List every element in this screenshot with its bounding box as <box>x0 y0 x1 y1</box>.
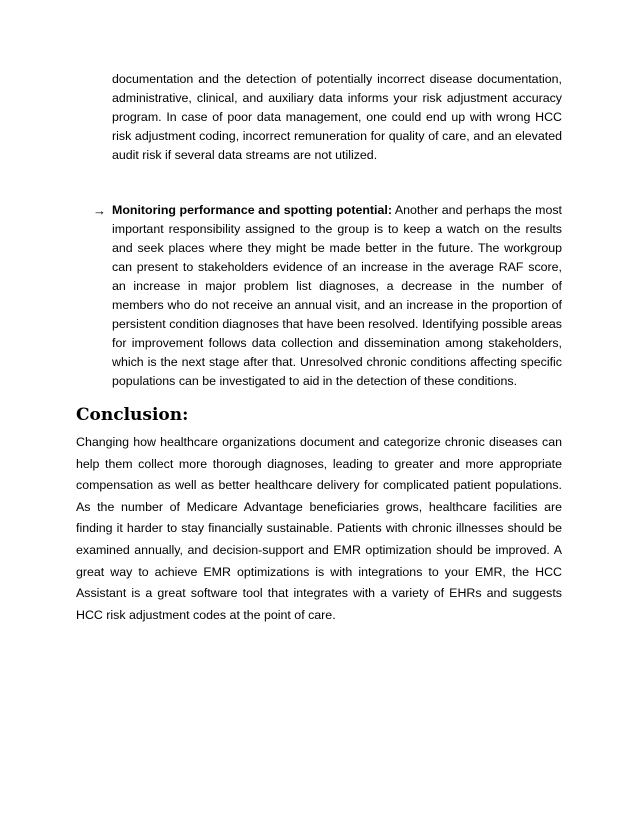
conclusion-heading: Conclusion: <box>76 405 189 425</box>
right-arrow-icon: → <box>93 203 106 218</box>
bullet-text <box>112 201 562 391</box>
conclusion-paragraph: Changing how healthcare organizations document and categorize chronic diseases can help them collect more thorough diagnoses, leading to greater and more appropriate compensation as well as better healthcare delivery for complicated patient populations. As the number of Medicare Advantage beneficiaries grows, healthcare facilities are finding it harder to stay financially sustainable. Patients with chronic illnesses should be examined annually, and decision-support and EMR optimization should be improved. A great way to achieve EMR optimizations is with integrations to your EMR, the HCC Assistant is a great software tool that integrates with a variety of EHRs and suggests HCC risk adjustment codes at the point of care. <box>76 435 562 622</box>
bullet-heading: Monitoring performance and spotting potential: <box>112 203 392 217</box>
bullet-body: Another and perhaps the most important responsibility assigned to the group is to keep a watch on the results and seek places where they might be made better in the future. The workgroup can present to stakeholders evidence of an increase in the average RAF score, an increase in major problem list diagnoses, a decrease in the number of members who do not receive an annual visit, and an increase in the proportion of persistent condition diagnoses that have been resolved. Identifying possible areas for improvement follows data collection and dissemination among stakeholders, which is the next stage after that. Unresolved chronic conditions affecting specific populations can be investigated to aid in the detection of these conditions. <box>112 203 563 388</box>
continued-paragraph: documentation and the detection of potentially incorrect disease documentation, administrative, clinical, and auxiliary data informs your risk adjustment accuracy program. In case of poor data management, one could end up with wrong HCC risk adjustment coding, incorrect remuneration for quality of care, and an elevated audit risk if several data streams are not utilized. <box>112 72 562 162</box>
